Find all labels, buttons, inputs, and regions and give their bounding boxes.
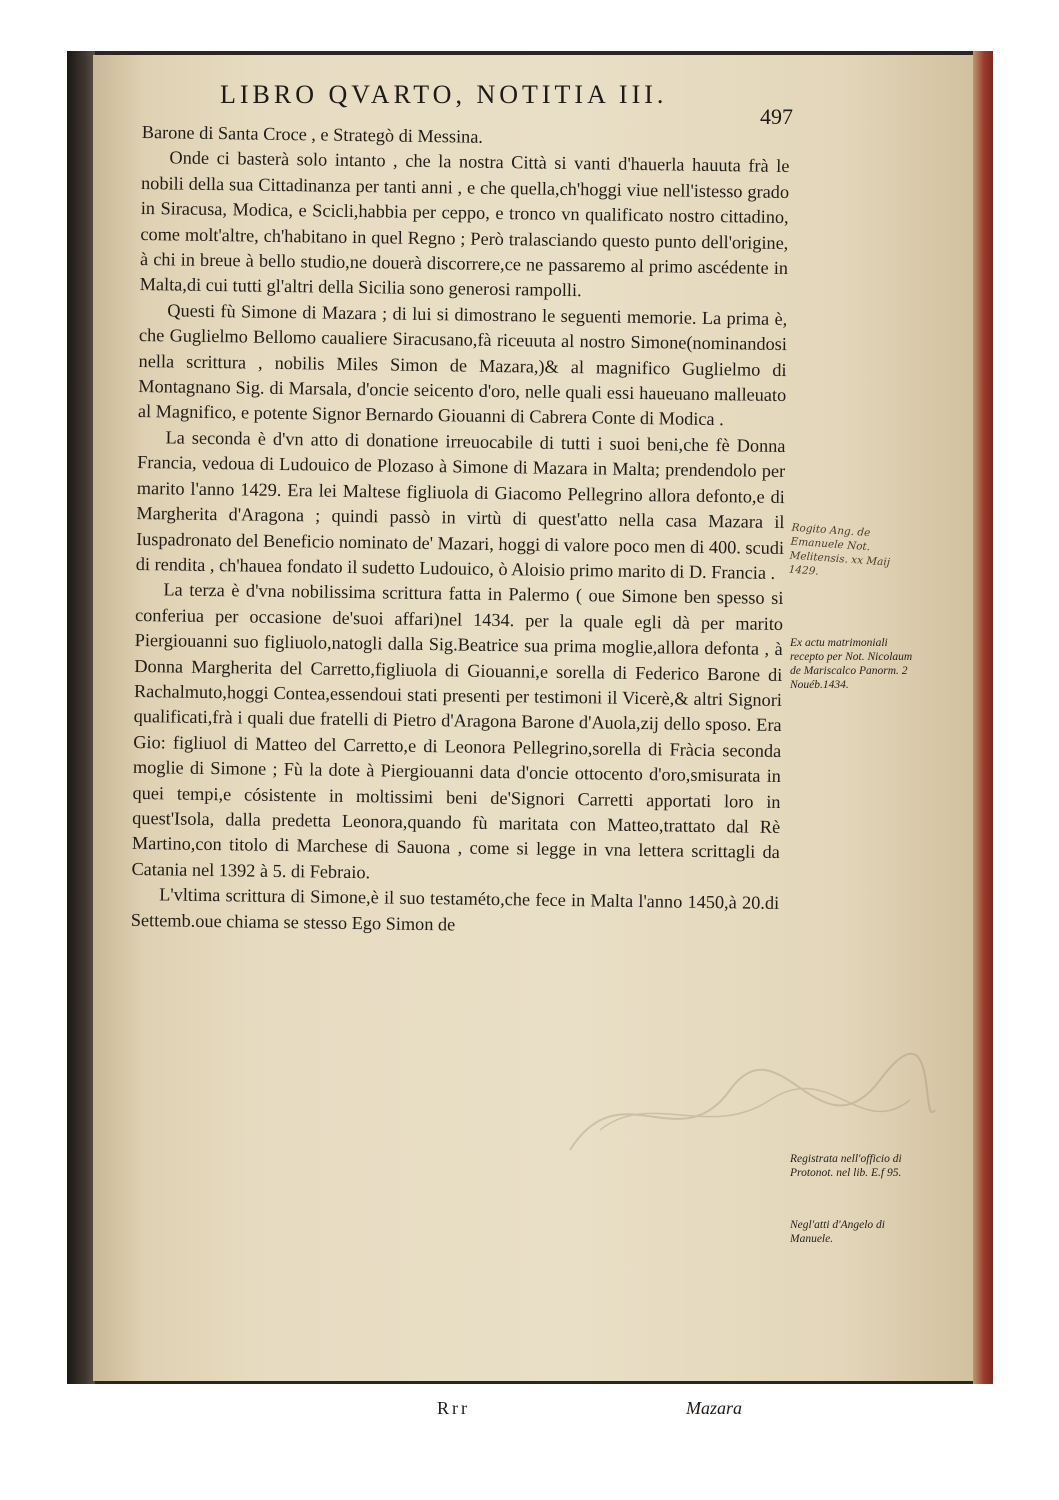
paragraph-1: Barone di Santa Croce , e Strategò di Messina. bbox=[141, 121, 484, 147]
page-edge bbox=[973, 51, 993, 1384]
margin-notes bbox=[790, 0, 920, 1500]
paragraph-5: La terza è d'vna nobilissima scrittura fatta in Palermo ( oue Simone ben spesso si conferiua per occasione de'suoi affari)nel 1434. per la quale egli dà per marito Piergiouanni suo figliuolo,natogli dalla Sig.Beatrice sua prima moglie,allora defonta , à Donna Margherita del Carretto,figliuola di Giouanni,e sorella di Federico Barone di Rachalmuto,hoggi Contea,essendoui stati presenti per testimoni il Vicerè,& altri Signori qualificati,frà i quali due fratelli di Pietro d'Aragona Barone d'Auola,zij dello sposo. Era Gio: figliuol di Matteo del Carretto,e di Leonora Pellegrino,sorella di Fràcia seconda moglie di Simone ; Fù la dote à Piergiouanni data d'oncie ottocento d'oro,smisurata in quei tempi,e cósistente in moltissimi beni de'Signori Carretti apportati loro in quest'Isola, dalla predetta Leonora,quando fù maritata con Matteo,trattato dal Rè Martino,con titolo di Marchese di Sauona , come si legge in vna lettera scrittagli da Catania nel 1392 à 5. di Febraio. bbox=[131, 579, 784, 883]
paragraph-6: L'vltima scrittura di Simone,è il suo testaméto,che fece in Malta l'anno 1450,à 20.di Settemb.oue chiama se stesso Ego Simon de bbox=[130, 884, 780, 935]
paragraph-2: Onde ci basterà solo intanto , che la nostra Città si vanti d'hauerla hauuta frà le nobili della sua Cittadinanza per tanti anni , e che quella,ch'hoggi viue nell'istesso grado in Siracusa, Modica, e Scicli,habbia per ceppo, e tronco vn qualificato nostro cittadino, come molt'altre, ch'habitano in quel Regno ; Però tralasciando questo punto dell'origine, à chi in breue à bello studio,ne douerà discorrere,ce ne passaremo al primo ascédente in Malta,di cui tutti gl'altri della Sicilia sono generosi rampolli. bbox=[139, 147, 790, 301]
margin-note-3: Registrata nell'officio di Protonot. nel lib. E.f 95. bbox=[790, 1153, 902, 1179]
margin-note-1: Rogito Ang. de Emanuele Not. Melitensis. xx Maij 1429. bbox=[788, 521, 891, 578]
book-gutter bbox=[67, 51, 95, 1384]
paragraph-4: La seconda è d'vn atto di donatione irreuocabile di tutti i suoi beni,che fè Donna Francia, vedoua di Ludouico de Plozaso à Simone di Mazara in Malta; prendendolo per marito l'anno 1429. Era lei Maltese figliuola di Giacomo Pellegrino allora defonto,e di Margherita d'Aragona ; quindi passò in virtù di quest'atto nella casa Mazara il Iuspadronato del Beneficio nominato de' Mazari, hoggi di valore poco men di 400. scudi di rendita , ch'hauea fondato il sudetto Ludouico, ò Aloisio primo marito di D. Francia . bbox=[135, 427, 786, 583]
catchword: Mazara bbox=[686, 1398, 743, 1418]
library-stamp-watermark bbox=[560, 1050, 940, 1170]
paragraph-3: Questi fù Simone di Mazara ; di lui si dimostrano le seguenti memorie. La prima è, che Guglielmo Bellomo caualiere Siracusano,fà riceuuta al nostro Simone(nominandosi nella scrittura , nobilis Miles Simon de Mazara,)& al magnifico Guglielmo di Montagnano Sig. di Marsala, d'oncie seicento d'oro, nelle quali essi haueuano malleuato al Magnifico, e potente Signor Bernardo Giouanni di Cabrera Conte di Modica . bbox=[137, 300, 788, 430]
signature-mark: Rrr bbox=[437, 1398, 470, 1418]
margin-note-2: Ex actu matrimoniali recepto per Not. Nicolaum de Mariscalco Panorm. 2 Nouéb.1434. bbox=[790, 637, 913, 691]
running-head: LIBRO QVARTO, NOTITIA III. bbox=[220, 80, 668, 109]
margin-note-4: Negl'atti d'Angelo di Manuele. bbox=[790, 1219, 885, 1245]
page-number: 497 bbox=[760, 104, 793, 129]
body-text bbox=[131, 120, 790, 942]
